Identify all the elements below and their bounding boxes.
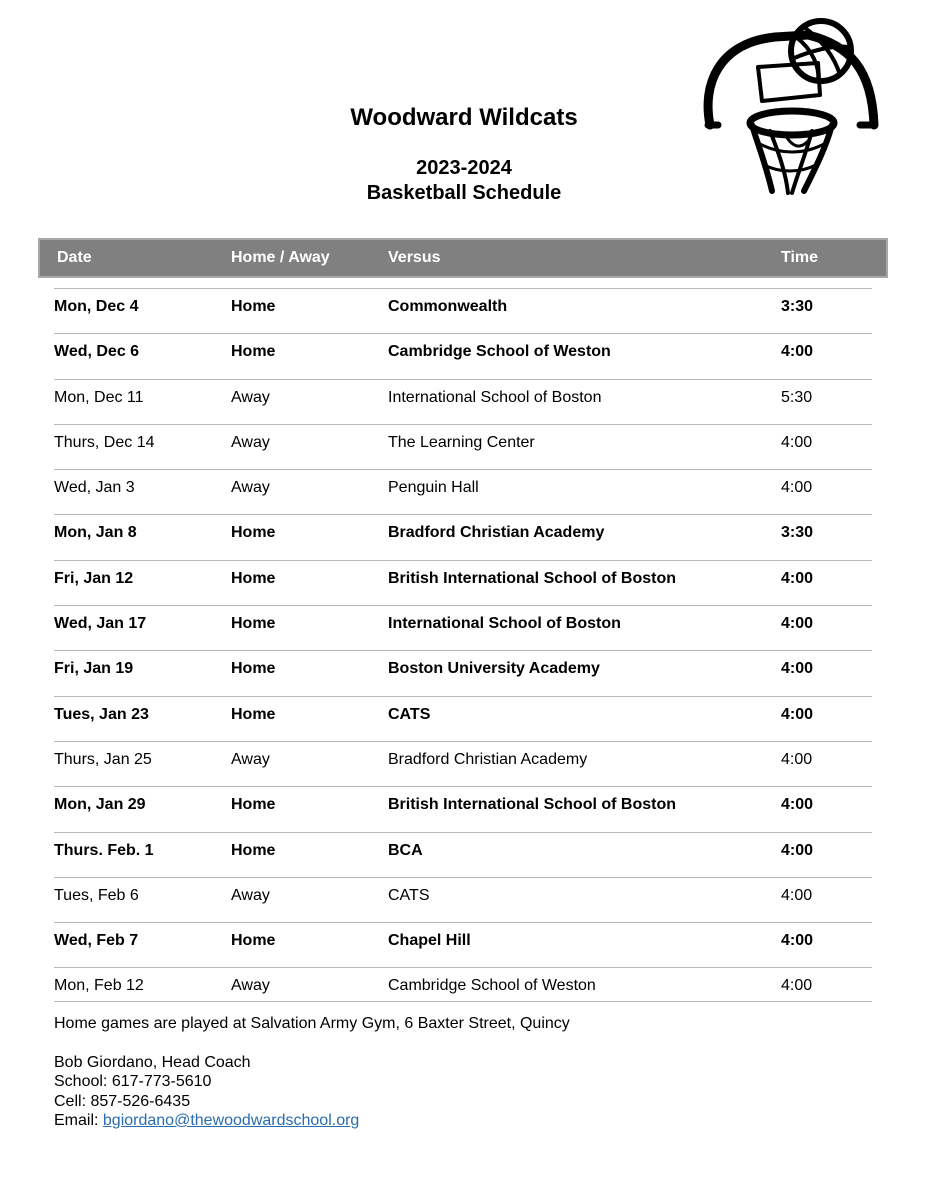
table-row — [54, 922, 872, 967]
game-home-away: Home — [231, 705, 276, 723]
game-date: Thurs, Dec 14 — [54, 433, 155, 451]
game-opponent: British International School of Boston — [388, 569, 676, 587]
school-phone: School: 617-773-5610 — [54, 1073, 212, 1090]
table-row — [54, 967, 872, 1002]
schedule-header — [38, 238, 888, 278]
game-date: Wed, Jan 17 — [54, 615, 147, 633]
game-opponent: International School of Boston — [388, 388, 602, 406]
game-date: Fri, Jan 19 — [54, 660, 134, 678]
game-date: Mon, Dec 11 — [54, 388, 144, 406]
game-home-away: Away — [231, 886, 270, 904]
game-time: 3:30 — [781, 524, 814, 542]
column-header-home-away: Home / Away — [231, 249, 330, 266]
game-home-away: Home — [231, 615, 276, 633]
game-opponent: Penguin Hall — [388, 479, 479, 497]
game-opponent: CATS — [388, 886, 430, 904]
game-time: 4:00 — [781, 705, 814, 723]
game-home-away: Away — [231, 479, 270, 497]
game-date: Mon, Jan 29 — [54, 796, 146, 814]
game-opponent: British International School of Boston — [388, 796, 676, 814]
game-time: 4:00 — [781, 660, 814, 678]
email-line — [54, 1111, 570, 1131]
schedule-table — [54, 288, 872, 1002]
game-date: Mon, Jan 8 — [54, 524, 137, 542]
game-date: Tues, Jan 23 — [54, 705, 149, 723]
game-time: 4:00 — [781, 569, 814, 587]
table-row — [54, 832, 872, 877]
game-opponent: The Learning Center — [388, 433, 535, 451]
game-time: 4:00 — [781, 886, 813, 904]
page-title: Woodward Wildcats — [350, 104, 578, 131]
game-opponent: International School of Boston — [388, 615, 621, 633]
game-date: Mon, Dec 4 — [54, 298, 139, 315]
table-row — [54, 333, 872, 378]
table-row — [54, 560, 872, 605]
season-label: 2023-2024 — [416, 157, 512, 179]
game-date: Mon, Feb 12 — [54, 977, 144, 995]
table-row — [54, 288, 872, 333]
game-opponent: Chapel Hill — [388, 932, 471, 950]
column-header-time: Time — [781, 249, 819, 266]
cell-phone: Cell: 857-526-6435 — [54, 1092, 191, 1110]
table-row — [54, 514, 872, 559]
game-home-away: Away — [231, 750, 270, 768]
game-opponent: Commonwealth — [388, 298, 508, 315]
game-time: 4:00 — [781, 932, 814, 950]
game-opponent: Cambridge School of Weston — [388, 343, 611, 361]
game-date: Thurs, Jan 25 — [54, 750, 152, 768]
game-time: 4:00 — [781, 479, 813, 497]
schedule-label: Basketball Schedule — [366, 182, 562, 204]
contact-footer — [54, 1014, 570, 1131]
game-date: Wed, Jan 3 — [54, 479, 135, 497]
game-home-away: Home — [231, 569, 276, 587]
game-home-away: Home — [231, 932, 276, 950]
table-row — [54, 650, 872, 695]
table-row — [54, 741, 872, 786]
game-time: 4:00 — [781, 615, 814, 633]
game-opponent: Cambridge School of Weston — [388, 977, 596, 995]
table-row — [54, 696, 872, 741]
game-time: 4:00 — [781, 977, 813, 995]
venue-note: Home games are played at Salvation Army Gym, 6 Baxter Street, Quincy — [54, 1015, 570, 1032]
game-opponent: Bradford Christian Academy — [388, 524, 605, 542]
game-home-away: Home — [231, 841, 276, 859]
table-row — [54, 877, 872, 922]
table-row — [54, 605, 872, 650]
game-home-away: Home — [231, 524, 276, 542]
game-time: 4:00 — [781, 343, 814, 361]
coach-name: Bob Giordano, Head Coach — [54, 1053, 251, 1071]
game-home-away: Home — [231, 343, 276, 361]
game-home-away: Away — [231, 977, 270, 995]
game-opponent: Boston University Academy — [388, 660, 600, 678]
game-home-away: Away — [231, 433, 270, 451]
game-home-away: Home — [231, 660, 276, 678]
email-label: Email: — [54, 1112, 99, 1129]
game-opponent: CATS — [388, 705, 431, 723]
game-time: 5:30 — [781, 388, 813, 406]
game-date: Wed, Feb 7 — [54, 932, 139, 950]
game-time: 4:00 — [781, 433, 813, 451]
game-time: 4:00 — [781, 796, 814, 814]
game-opponent: Bradford Christian Academy — [388, 750, 588, 768]
column-header-date: Date — [57, 249, 92, 266]
game-time: 3:30 — [781, 298, 814, 315]
schedule-subtitle — [264, 156, 664, 206]
game-time: 4:00 — [781, 750, 813, 768]
email-link[interactable]: bgiordano@thewoodwardschool.org — [102, 1112, 360, 1129]
table-row — [54, 379, 872, 424]
table-row — [54, 469, 872, 514]
basketball-hoop-icon — [700, 15, 880, 198]
table-row — [54, 786, 872, 831]
column-header-versus: Versus — [388, 249, 441, 266]
game-date: Fri, Jan 12 — [54, 569, 134, 587]
game-opponent: BCA — [388, 841, 423, 859]
game-home-away: Home — [231, 298, 276, 315]
game-home-away: Home — [231, 796, 276, 814]
game-time: 4:00 — [781, 841, 814, 859]
game-home-away: Away — [231, 388, 270, 406]
table-row — [54, 424, 872, 469]
game-date: Wed, Dec 6 — [54, 343, 140, 361]
game-date: Thurs. Feb. 1 — [54, 841, 154, 859]
game-date: Tues, Feb 6 — [54, 886, 139, 904]
